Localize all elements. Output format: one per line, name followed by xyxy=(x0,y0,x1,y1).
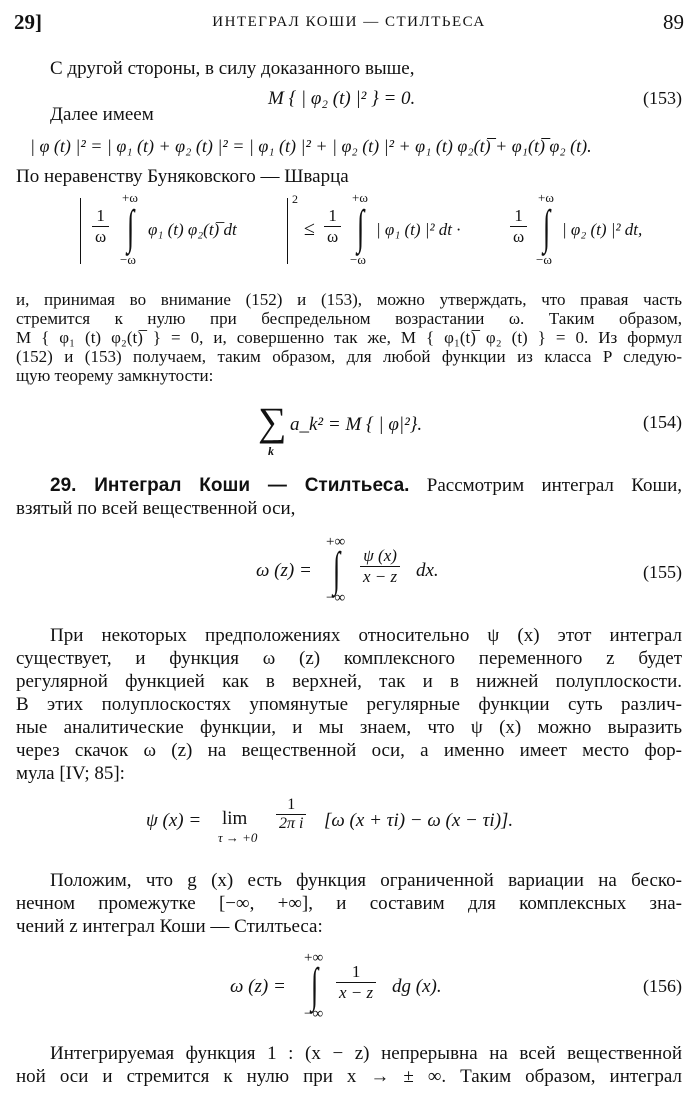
sum-sign: ∑ xyxy=(258,399,287,444)
numerator: 1 xyxy=(324,206,341,227)
text-line: щую теорему замкнутости: xyxy=(16,366,214,385)
equation-number-153: (153) xyxy=(643,88,682,108)
fraction xyxy=(276,796,306,833)
limit-subscript: τ → +0 xyxy=(218,830,258,845)
text-line: (152) и (153) получаем, таким образом, для любой функции из класса P следую- xyxy=(16,347,682,366)
leq-sign: ≤ xyxy=(304,218,315,240)
integral-upper-limit: +∞ xyxy=(326,534,346,550)
text-line: стремится к нулю при беспредельном возрастании ω. Таким образом, xyxy=(16,309,682,328)
fraction xyxy=(360,546,400,587)
equation-rhs: [ω (x + τi) − ω (x − τi)]. xyxy=(324,810,514,831)
equation-body: a_k² = M { | φ|²}. xyxy=(290,414,423,435)
text-line: Положим, что g (x) есть функция ограниченной вариации на беско- xyxy=(50,870,682,891)
running-title: ИНТЕГРАЛ КОШИ — СТИЛТЬЕСА xyxy=(212,14,486,30)
numerator: 1 xyxy=(510,206,527,227)
integral-upper-limit: +ω xyxy=(122,190,138,205)
text-span: Рассмотрим интеграл Коши, xyxy=(409,475,682,496)
text-line: взятый по всей вещественной оси, xyxy=(16,498,296,519)
denominator: x − z xyxy=(363,567,398,586)
integral-sign: ∫ xyxy=(332,543,341,596)
text-line: и, принимая во внимание (152) и (153), можно утверждать, что правая часть xyxy=(16,290,682,309)
fraction xyxy=(510,206,527,247)
text-line: нечном промежутке [−∞, +∞], и составим для комплексных зна- xyxy=(16,893,682,914)
integral-lower-limit: −ω xyxy=(536,252,552,267)
equation-number-154: (154) xyxy=(643,412,682,432)
integral-upper-limit: +ω xyxy=(538,190,554,205)
integral-lower-limit: −ω xyxy=(350,252,366,267)
limit-operator: lim xyxy=(222,808,248,829)
differential: dx. xyxy=(416,560,439,581)
section-heading: 29. Интеграл Коши — Стилтьеса. xyxy=(50,475,410,496)
denominator: ω xyxy=(327,227,339,246)
integral-lower-limit: −∞ xyxy=(304,1006,324,1022)
text-line: В этих полуплоскостях упомянутые регулярные функции суть различ- xyxy=(16,694,682,715)
integral-sign: ∫ xyxy=(310,959,319,1012)
integral-sign: ∫ xyxy=(126,201,135,254)
text-line: ные аналитические функции, и мы знаем, что ψ (x) можно выразить xyxy=(16,717,682,738)
text-line: мула [IV; 85]: xyxy=(16,763,125,784)
text-line: По неравенству Буняковского — Шварца xyxy=(16,166,349,187)
section-marker: 29] xyxy=(14,10,42,34)
integral-lower-limit: −ω xyxy=(120,252,136,267)
page-header xyxy=(14,10,684,40)
equation-rhs: dg (x). xyxy=(392,976,442,997)
text-line: Интегрируемая функция 1 : (x − z) непрерывна на всей вещественной xyxy=(50,1043,682,1064)
numerator: 1 xyxy=(276,796,306,815)
text-line: ной оси и стремится к нулю при x → ± ∞. Таким образом, интеграл xyxy=(16,1066,682,1087)
denominator: 2π i xyxy=(279,815,304,832)
text-line: чений z интеграл Коши — Стилтьеса: xyxy=(16,916,323,937)
fraction xyxy=(324,206,341,247)
text-line: существует, и функция ω (z) комплексного переменного z будет xyxy=(16,648,682,669)
numerator: ψ (x) xyxy=(360,546,400,567)
integral-upper-limit: +∞ xyxy=(304,950,324,966)
equation-153: M { | φ₂ (t) |² } = 0. xyxy=(268,88,416,109)
equation-lhs: ω (z) = xyxy=(230,976,286,997)
equation-number-155: (155) xyxy=(643,562,682,582)
denominator: x − z xyxy=(339,983,374,1002)
equation-lhs: ψ (x) = xyxy=(146,810,202,831)
text-line: С другой стороны, в силу доказанного выше, xyxy=(50,58,415,79)
integrand: | φ₂ (t) |² dt, xyxy=(562,220,643,239)
text-line: При некоторых предположениях относительно ψ (x) этот интеграл xyxy=(50,625,682,646)
integral-sign: ∫ xyxy=(542,201,551,254)
equation-expansion: | φ (t) |² = | φ₁ (t) + φ₂ (t) |² = | φ₁ (t) |² + | φ₂ (t) |² + φ₁ (t) φ₂(t)̅ + φ₁(t)̅ φ₂ (t). xyxy=(30,136,592,156)
equation-lhs: ω (z) = xyxy=(256,560,312,581)
sum-index: k xyxy=(268,444,274,458)
equation-number-156: (156) xyxy=(643,976,682,996)
integrand: | φ₁ (t) |² dt · xyxy=(376,220,461,239)
page-number: 89 xyxy=(663,10,684,34)
integral-sign: ∫ xyxy=(356,201,365,254)
text-line: M { φ₁ (t) φ₂(t)̅ } = 0, и, совершенно так же, M { φ₁(t)̅ φ₂ (t) } = 0. Из формул xyxy=(16,328,682,347)
fraction xyxy=(336,962,376,1003)
numerator: 1 xyxy=(92,206,109,227)
section-heading-line xyxy=(50,475,682,497)
integral-upper-limit: +ω xyxy=(352,190,368,205)
denominator: ω xyxy=(95,227,107,246)
exponent: 2 xyxy=(292,192,298,206)
text-line: через скачок ω (z) на вещественной оси, а именно имеет место фор- xyxy=(16,740,682,761)
text-line: Далее имеем xyxy=(50,104,154,125)
integral-lower-limit: −∞ xyxy=(326,590,346,606)
integrand: φ₁ (t) φ₂(t)̅ dt xyxy=(148,220,237,239)
denominator: ω xyxy=(513,227,525,246)
text-line: регулярной функцией как в верхней, так и в нижней полуплоскости. xyxy=(16,671,682,692)
fraction xyxy=(92,206,109,247)
numerator: 1 xyxy=(336,962,376,983)
